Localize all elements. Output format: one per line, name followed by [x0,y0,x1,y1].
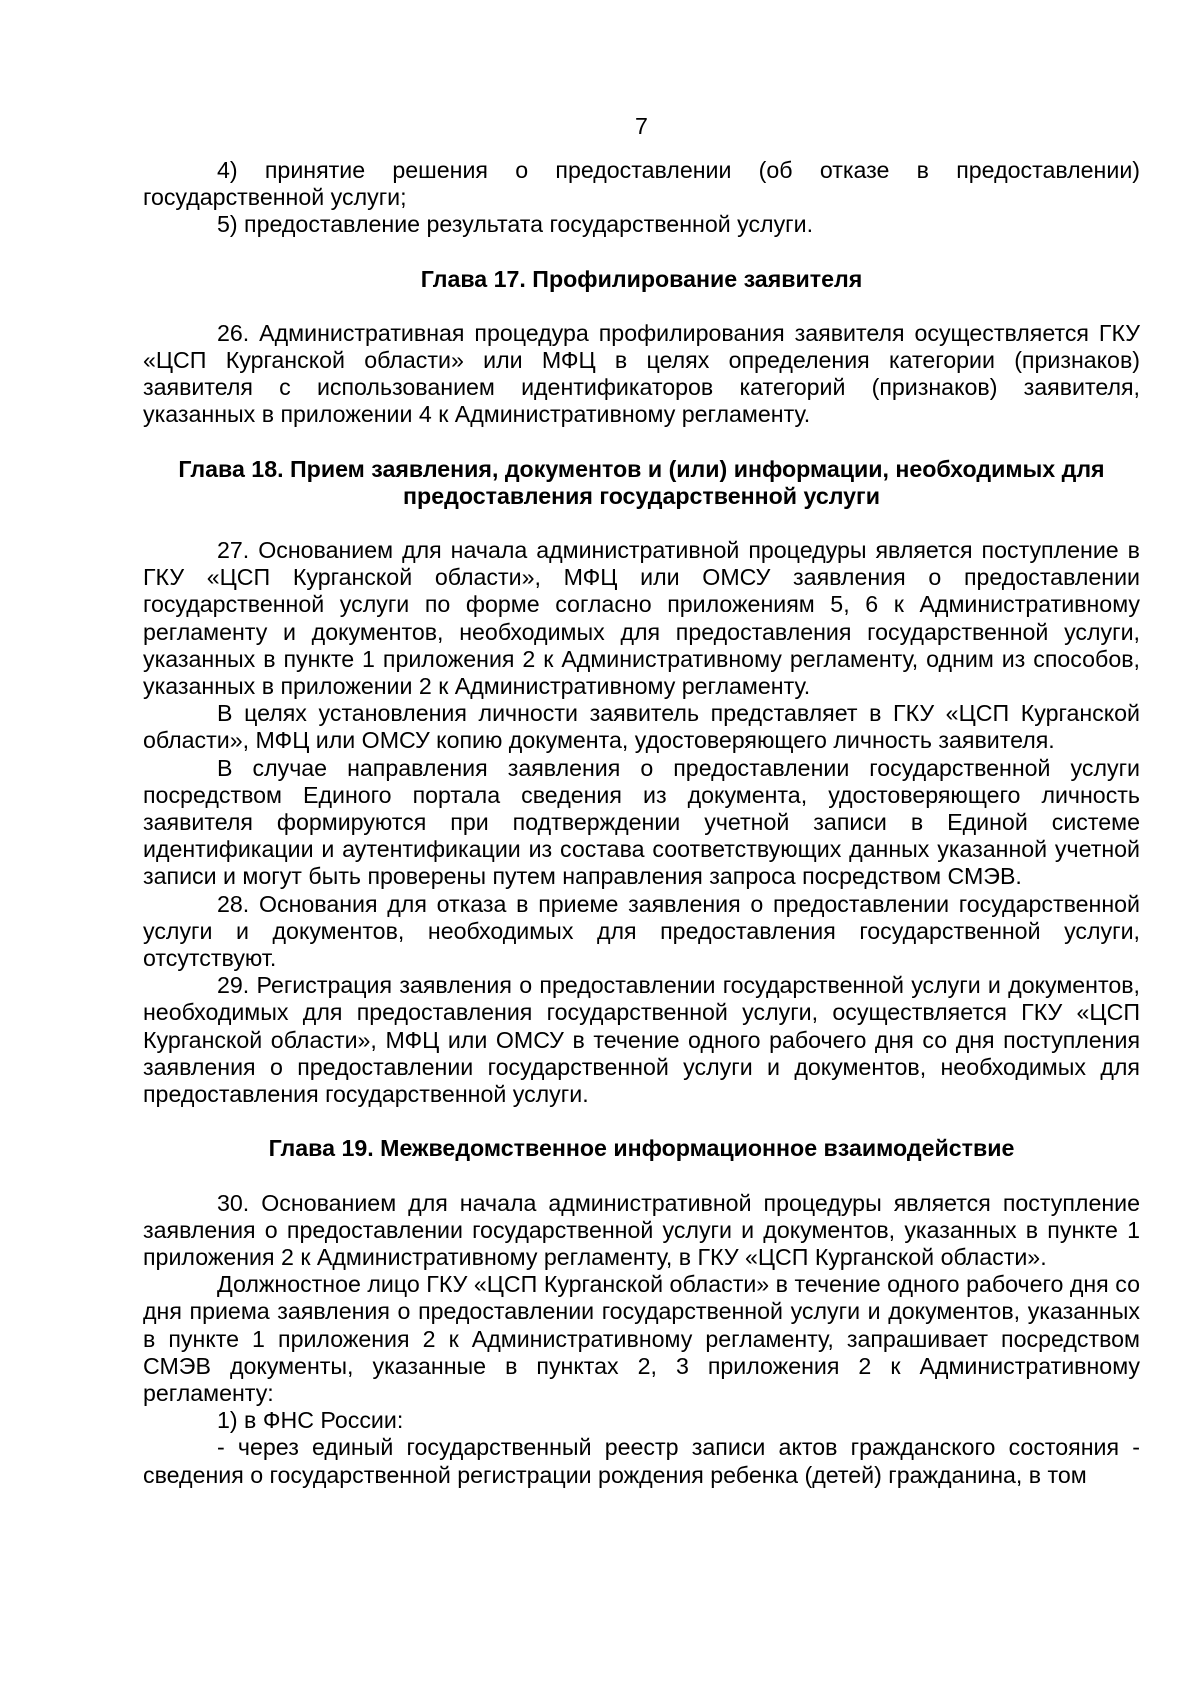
document-page [143,113,1140,1489]
paragraph-30-registry: - через единый государственный реестр записи актов гражданского состояния - сведения о государственной регистрации рождения ребенка (детей) гражданина, в том [143,1434,1140,1488]
list-item-4: 4) принятие решения о предоставлении (об отказе в предоставлении) государственной услуги; [143,157,1140,211]
list-item-5: 5) предоставление результата государственной услуги. [217,211,814,238]
paragraph-30-fns: 1) в ФНС России: [217,1407,404,1434]
chapter-18-title-line2: предоставления государственной услуги [403,482,880,509]
paragraph-27-portal: В случае направления заявления о предоставлении государственной услуги посредством Единого портала сведения из документа, удостоверяющего личность заявителя формируются при подтверждении учетной записи в Единой системе идентификации и аутентификации из состава соответствующих данных указанной учетной записи и могут быть проверены путем направления запроса посредством СМЭВ. [143,754,1140,890]
paragraph-29: 29. Регистрация заявления о предоставлении государственной услуги и документов, необходимых для предоставления государственной услуги, осуществляется ГКУ «ЦСП Курганской области», МФЦ или ОМСУ в течение одного рабочего дня со дня поступления заявления о предоставлении государственной услуги и документов, необходимых для предоставления государственной услуги. [143,972,1140,1108]
chapter-18-title [143,456,1140,510]
paragraph-30: 30. Основанием для начала административной процедуры является поступление заявления о предоставлении государственной услуги и документов, указанных в пункте 1 приложения 2 к Административному регламенту, в ГКУ «ЦСП Курганской области». [143,1189,1140,1270]
page-number: 7 [635,113,648,139]
chapter-19-title: Глава 19. Межведомственное информационное взаимодействие [268,1135,1015,1162]
paragraph-30-official: Должностное лицо ГКУ «ЦСП Курганской области» в течение одного рабочего дня со дня приема заявления о предоставлении государственной услуги и документов, указанных в пункте 1 приложения 2 к Административному регламенту, запрашивает посредством СМЭВ документы, указанные в пунктах 2, 3 приложения 2 к Административному регламенту: [143,1271,1140,1406]
paragraph-26: 26. Административная процедура профилирования заявителя осуществляется ГКУ «ЦСП Курганской области» или МФЦ в целях определения категории (признаков) заявителя с использованием идентификаторов категорий (признаков) заявителя, указанных в приложении 4 к Административному регламенту. [143,319,1140,428]
paragraph-28: 28. Основания для отказа в приеме заявления о предоставлении государственной услуги и документов, необходимых для предоставления государственной услуги, отсутствуют. [143,890,1140,972]
paragraph-27: 27. Основанием для начала административной процедуры является поступление в ГКУ «ЦСП Курганской области», МФЦ или ОМСУ заявления о предоставлении государственной услуги по форме согласно приложениям 5, 6 к Административному регламенту и документов, необходимых для предоставления государственной услуги, указанных в пункте 1 приложения 2 к Административному регламенту, одним из способов, указанных в приложении 2 к Административному регламенту. [143,537,1140,700]
chapter-17-title: Глава 17. Профилирование заявителя [420,265,863,292]
paragraph-27-identity: В целях установления личности заявитель представляет в ГКУ «ЦСП Курганской области», МФЦ или ОМСУ копию документа, удостоверяющего личность заявителя. [143,700,1140,754]
chapter-18-title-line1: Глава 18. Прием заявления, документов и (или) информации, необходимых для [178,455,1105,482]
